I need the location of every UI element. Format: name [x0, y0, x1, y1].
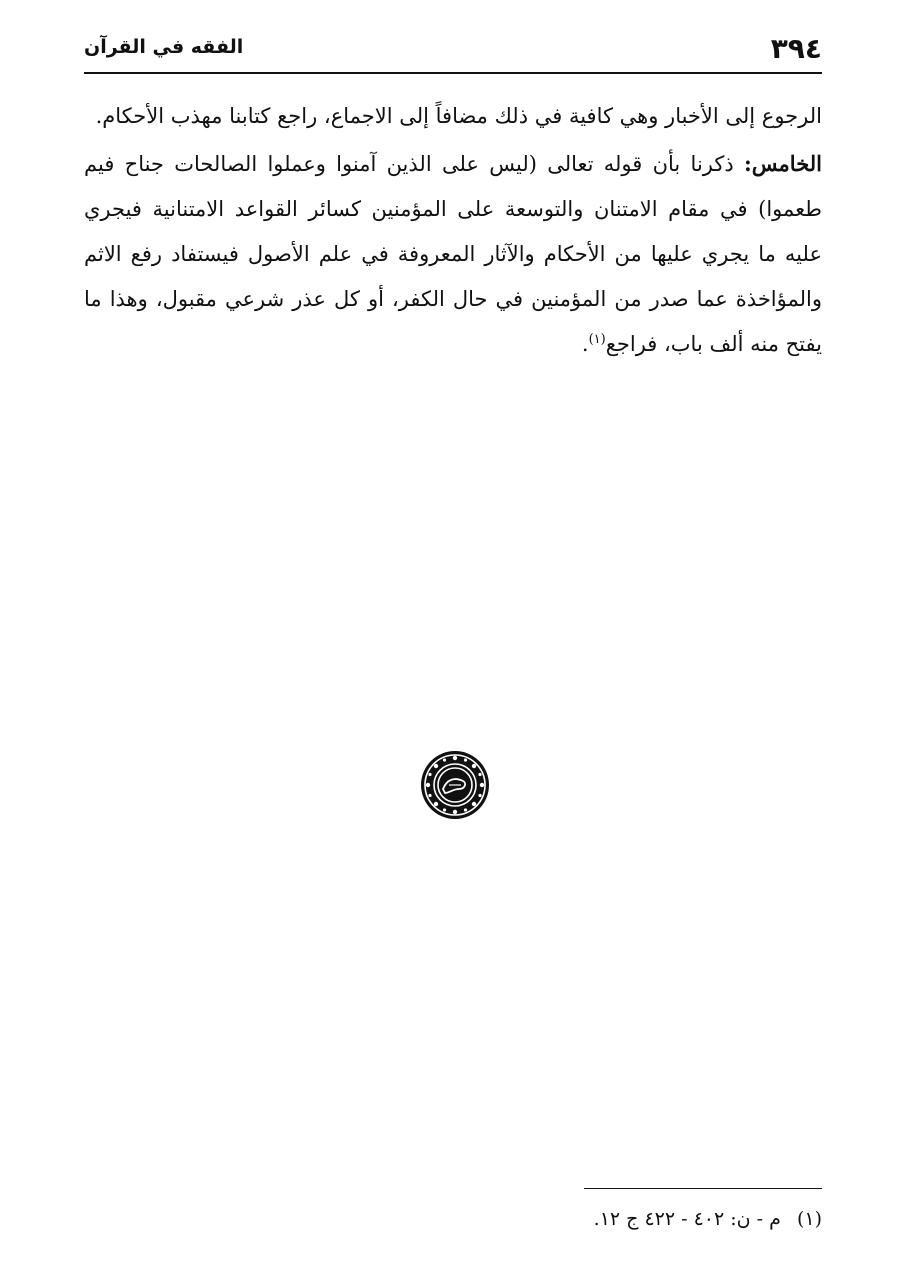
- running-title: الفقه في القرآن: [84, 36, 244, 58]
- paragraph-2-end: .: [581, 332, 589, 356]
- paragraph-2-text: ذكرنا بأن قوله تعالى (ليس على الذين آمنوا وعملوا الصالحات جناح فيم طعموا) في مقام الامتنان والتوسعة على المؤمنين كسائر القواعد الامتنانية فيجري عليه ما يجري عليها من الأحكام والآثار المعروفة في علم الأصول فيستفاد رفع الاثم والمؤاخذة عما صدر من المؤمنين في حال الكفر، أو كل عذر شرعي مقبول، وهذا ما يفتح منه ألف باب، فراجع: [84, 152, 822, 356]
- header-rule: [84, 72, 822, 74]
- footnote-rule: [584, 1188, 822, 1189]
- paragraph-1: الرجوع إلى الأخبار وهي كافية في ذلك مضافاً إلى الاجماع، راجع كتابنا مهذب الأحكام.: [95, 104, 822, 128]
- footnote-reference[interactable]: (١): [588, 332, 606, 347]
- footnote-text: م - ن: ٤٠٢ - ٤٢٢ ج ١٢.: [593, 1208, 781, 1230]
- footnote: [84, 1204, 822, 1234]
- floral-medallion-icon: [419, 749, 491, 821]
- footnote-marker: (١): [796, 1208, 822, 1230]
- page-header: [84, 30, 822, 70]
- page-number: ٣٩٤: [770, 32, 822, 65]
- main-text: [84, 94, 822, 367]
- paragraph-2: [84, 141, 822, 367]
- paragraph-2-lead: الخامس:: [744, 151, 822, 176]
